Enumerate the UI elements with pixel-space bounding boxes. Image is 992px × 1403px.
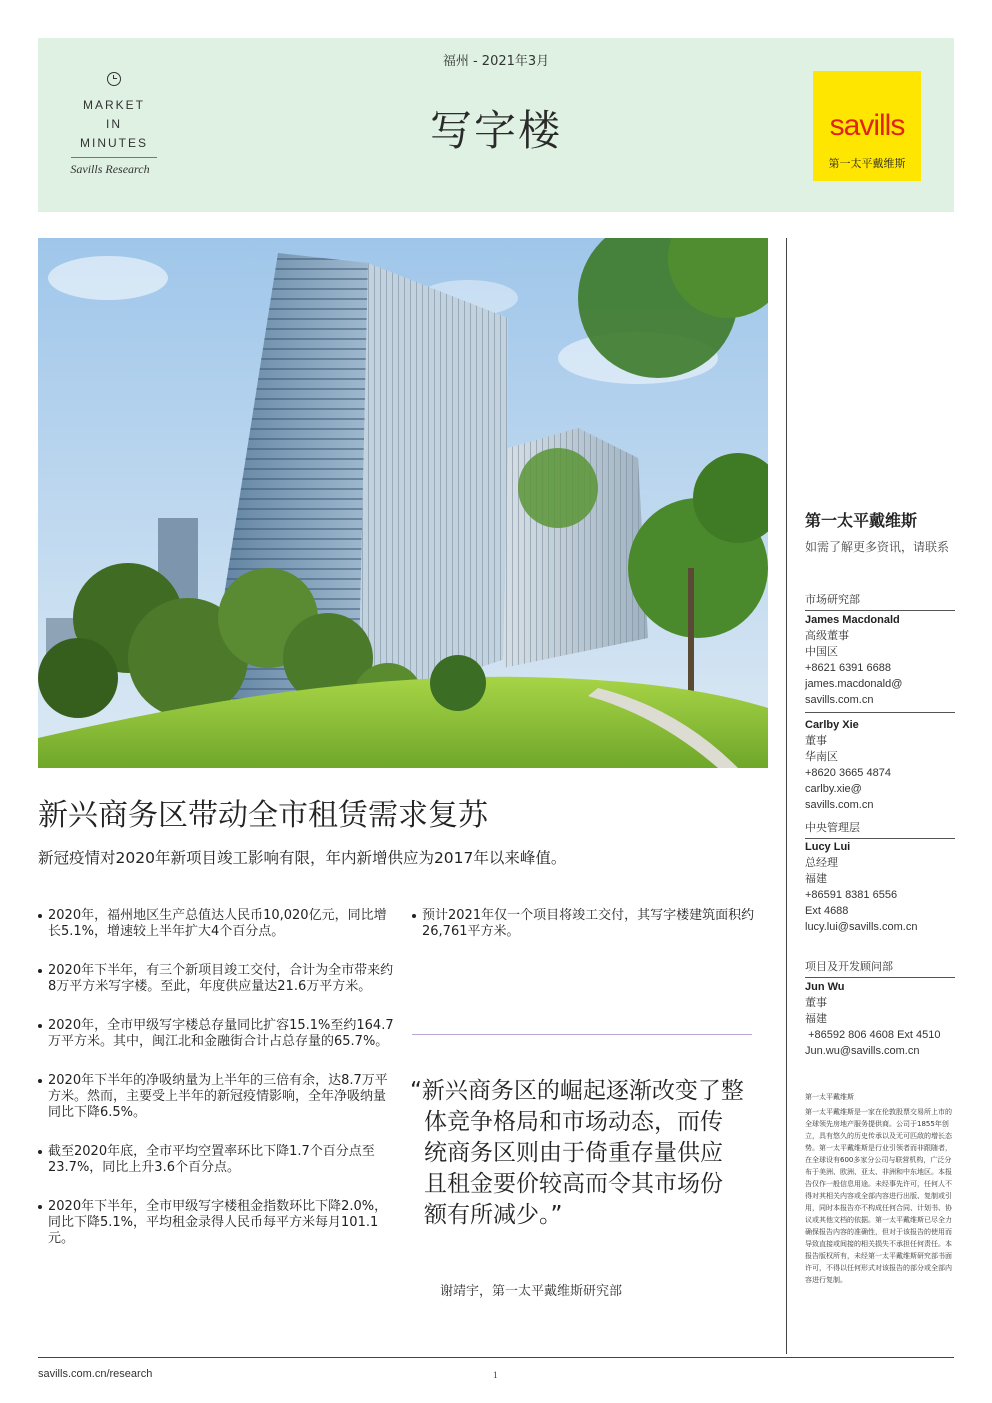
bullet-list-left: [38, 908, 398, 1270]
contact-name: Carlby Xie: [805, 719, 859, 731]
dept-central-management: 中央管理层: [805, 819, 955, 839]
contact-phone[interactable]: +8621 6391 6688: [805, 662, 891, 674]
contact-lucy-lui: [805, 839, 955, 935]
contact-name: James Macdonald: [805, 614, 900, 626]
contact-james-macdonald: [805, 612, 955, 708]
quote-attribution: 谢靖宇，第一太平戴维斯研究部: [440, 1284, 623, 1299]
bullet-list-right: [412, 908, 772, 963]
contact-title: 高级董事: [805, 630, 849, 642]
contact-name: Jun Wu: [805, 981, 845, 993]
series-subtitle: Savills Research: [70, 162, 150, 176]
page-title: 写字楼: [429, 106, 562, 155]
article-lead: 新冠疫情对2020年新项目竣工影响有限，年内新增供应为2017年以来峰值。: [38, 849, 567, 867]
hero-photo: [38, 238, 768, 768]
bullet-item: 2020年下半年的净吸纳量为上半年的三倍有余，达8.7万平方米。然而，主要受上半年的新冠疫情影响，全年净吸纳量同比下降6.5%。: [38, 1073, 398, 1121]
bullet-item: 预计2021年仅一个项目将竣工交付，其写字楼建筑面积约26,761平方米。: [412, 908, 772, 940]
contact-region: 华南区: [805, 751, 838, 763]
contacts-sidebar: [786, 238, 955, 1354]
disclaimer-text: 第一太平戴维斯是一家在伦敦股票交易所上市的全球领先房地产服务提供商。公司于1855年创立，具有悠久的历史传承以及无可匹敌的增长态势。第一太平戴维斯是行业引领者而非跟随者，在全球设有600多家分公司与联营机构，广泛分布于美洲、欧洲、亚太、非洲和中东地区。本报告仅作一般信息用途。未经事先许可，任何人不得对其相关内容或全部内容进行出版、复制或引用，同时本报告亦不构成任何合同、计划书、协议或其他文档的依据。第一太平戴维斯已尽全力确保报告内容的准确性，但对于该报告的使用而导致直接或间接的相关损失不承担任何责任。本报告版权所有，未经第一太平戴维斯研究部书面许可，不得以任何形式对该报告的部分或全部内容进行复制。: [805, 1108, 952, 1284]
contact-email[interactable]: Jun.wu@savills.com.cn: [805, 1045, 920, 1057]
sidebar-subtitle: 如需了解更多资讯，请联系: [805, 540, 950, 554]
contact-region: 福建: [805, 873, 827, 885]
bullet-item: 2020年下半年，全市甲级写字楼租金指数环比下降2.0%，同比下降5.1%，平均租金录得人民币每平方米每月101.1元。: [38, 1199, 398, 1247]
contact-region: 中国区: [805, 646, 838, 658]
quote-divider: [412, 1034, 752, 1035]
contact-email[interactable]: lucy.lui@savills.com.cn: [805, 921, 918, 933]
series-line-3: MINUTES: [80, 136, 148, 150]
footer-divider: [38, 1357, 954, 1358]
contact-divider: [805, 712, 955, 713]
logo-wordmark: savills: [829, 109, 905, 142]
contact-phone[interactable]: +86591 8381 6556: [805, 889, 898, 901]
contact-title: 董事: [805, 735, 827, 747]
bullet-item: 截至2020年底，全市平均空置率环比下降1.7个百分点至23.7%，同比上升3.6个百分点。: [38, 1144, 398, 1176]
contact-email-domain[interactable]: savills.com.cn: [805, 694, 874, 706]
sidebar-title: 第一太平戴维斯: [805, 511, 918, 530]
contact-jun-wu: [805, 979, 955, 1059]
bullet-item: 2020年下半年，有三个新项目竣工交付，合计为全市带来约8万平方米写字楼。至此，年度供应量达21.6万平方米。: [38, 963, 398, 995]
contact-phone[interactable]: +86592 806 4608 Ext 4510: [805, 1029, 941, 1041]
header-banner: [38, 38, 954, 212]
page-number: 1: [493, 1370, 498, 1380]
contact-region: 福建: [805, 1013, 827, 1025]
contact-phone[interactable]: +8620 3665 4874: [805, 767, 891, 779]
footer-url[interactable]: savills.com.cn/research: [38, 1368, 153, 1380]
pull-quote: “新兴商务区的崛起逐渐改变了整体竞争格局和市场动态，而传统商务区则由于倚重存量供应且租金要价较高而令其市场份额有所减少。”: [410, 1078, 744, 1228]
dept-project-consultancy: 项目及开发顾问部: [805, 958, 955, 978]
contact-name: Lucy Lui: [805, 841, 851, 853]
contact-email[interactable]: james.macdonald@: [805, 678, 903, 690]
bullet-item: 2020年，全市甲级写字楼总存量同比扩容15.1%至约164.7万平方米。其中，闽江北和金融街合计占总存量的65.7%。: [38, 1018, 398, 1050]
contact-extension: Ext 4688: [805, 905, 849, 917]
savills-logo[interactable]: [813, 71, 921, 181]
series-line-2: IN: [106, 117, 122, 131]
dept-market-research: 市场研究部: [805, 591, 955, 611]
contact-title: 总经理: [805, 857, 838, 869]
contact-email[interactable]: carlby.xie@: [805, 783, 862, 795]
clock-icon: [107, 72, 121, 86]
logo-chinese-name: 第一太平戴维斯: [828, 157, 906, 170]
location-date: 福州 - 2021年3月: [442, 54, 550, 69]
bullet-item: 2020年，福州地区生产总值达人民币10,020亿元，同比增长5.1%，增速较上半年扩大4个百分点。: [38, 908, 398, 940]
disclaimer-title: 第一太平戴维斯: [805, 1093, 854, 1101]
contact-carlby-xie: [805, 717, 955, 813]
series-line-1: MARKET: [82, 98, 145, 112]
contact-email-domain[interactable]: savills.com.cn: [805, 799, 874, 811]
office-towers-image: [38, 238, 768, 768]
article-headline: 新兴商务区带动全市租赁需求复苏: [38, 798, 488, 833]
contact-title: 董事: [805, 997, 827, 1009]
